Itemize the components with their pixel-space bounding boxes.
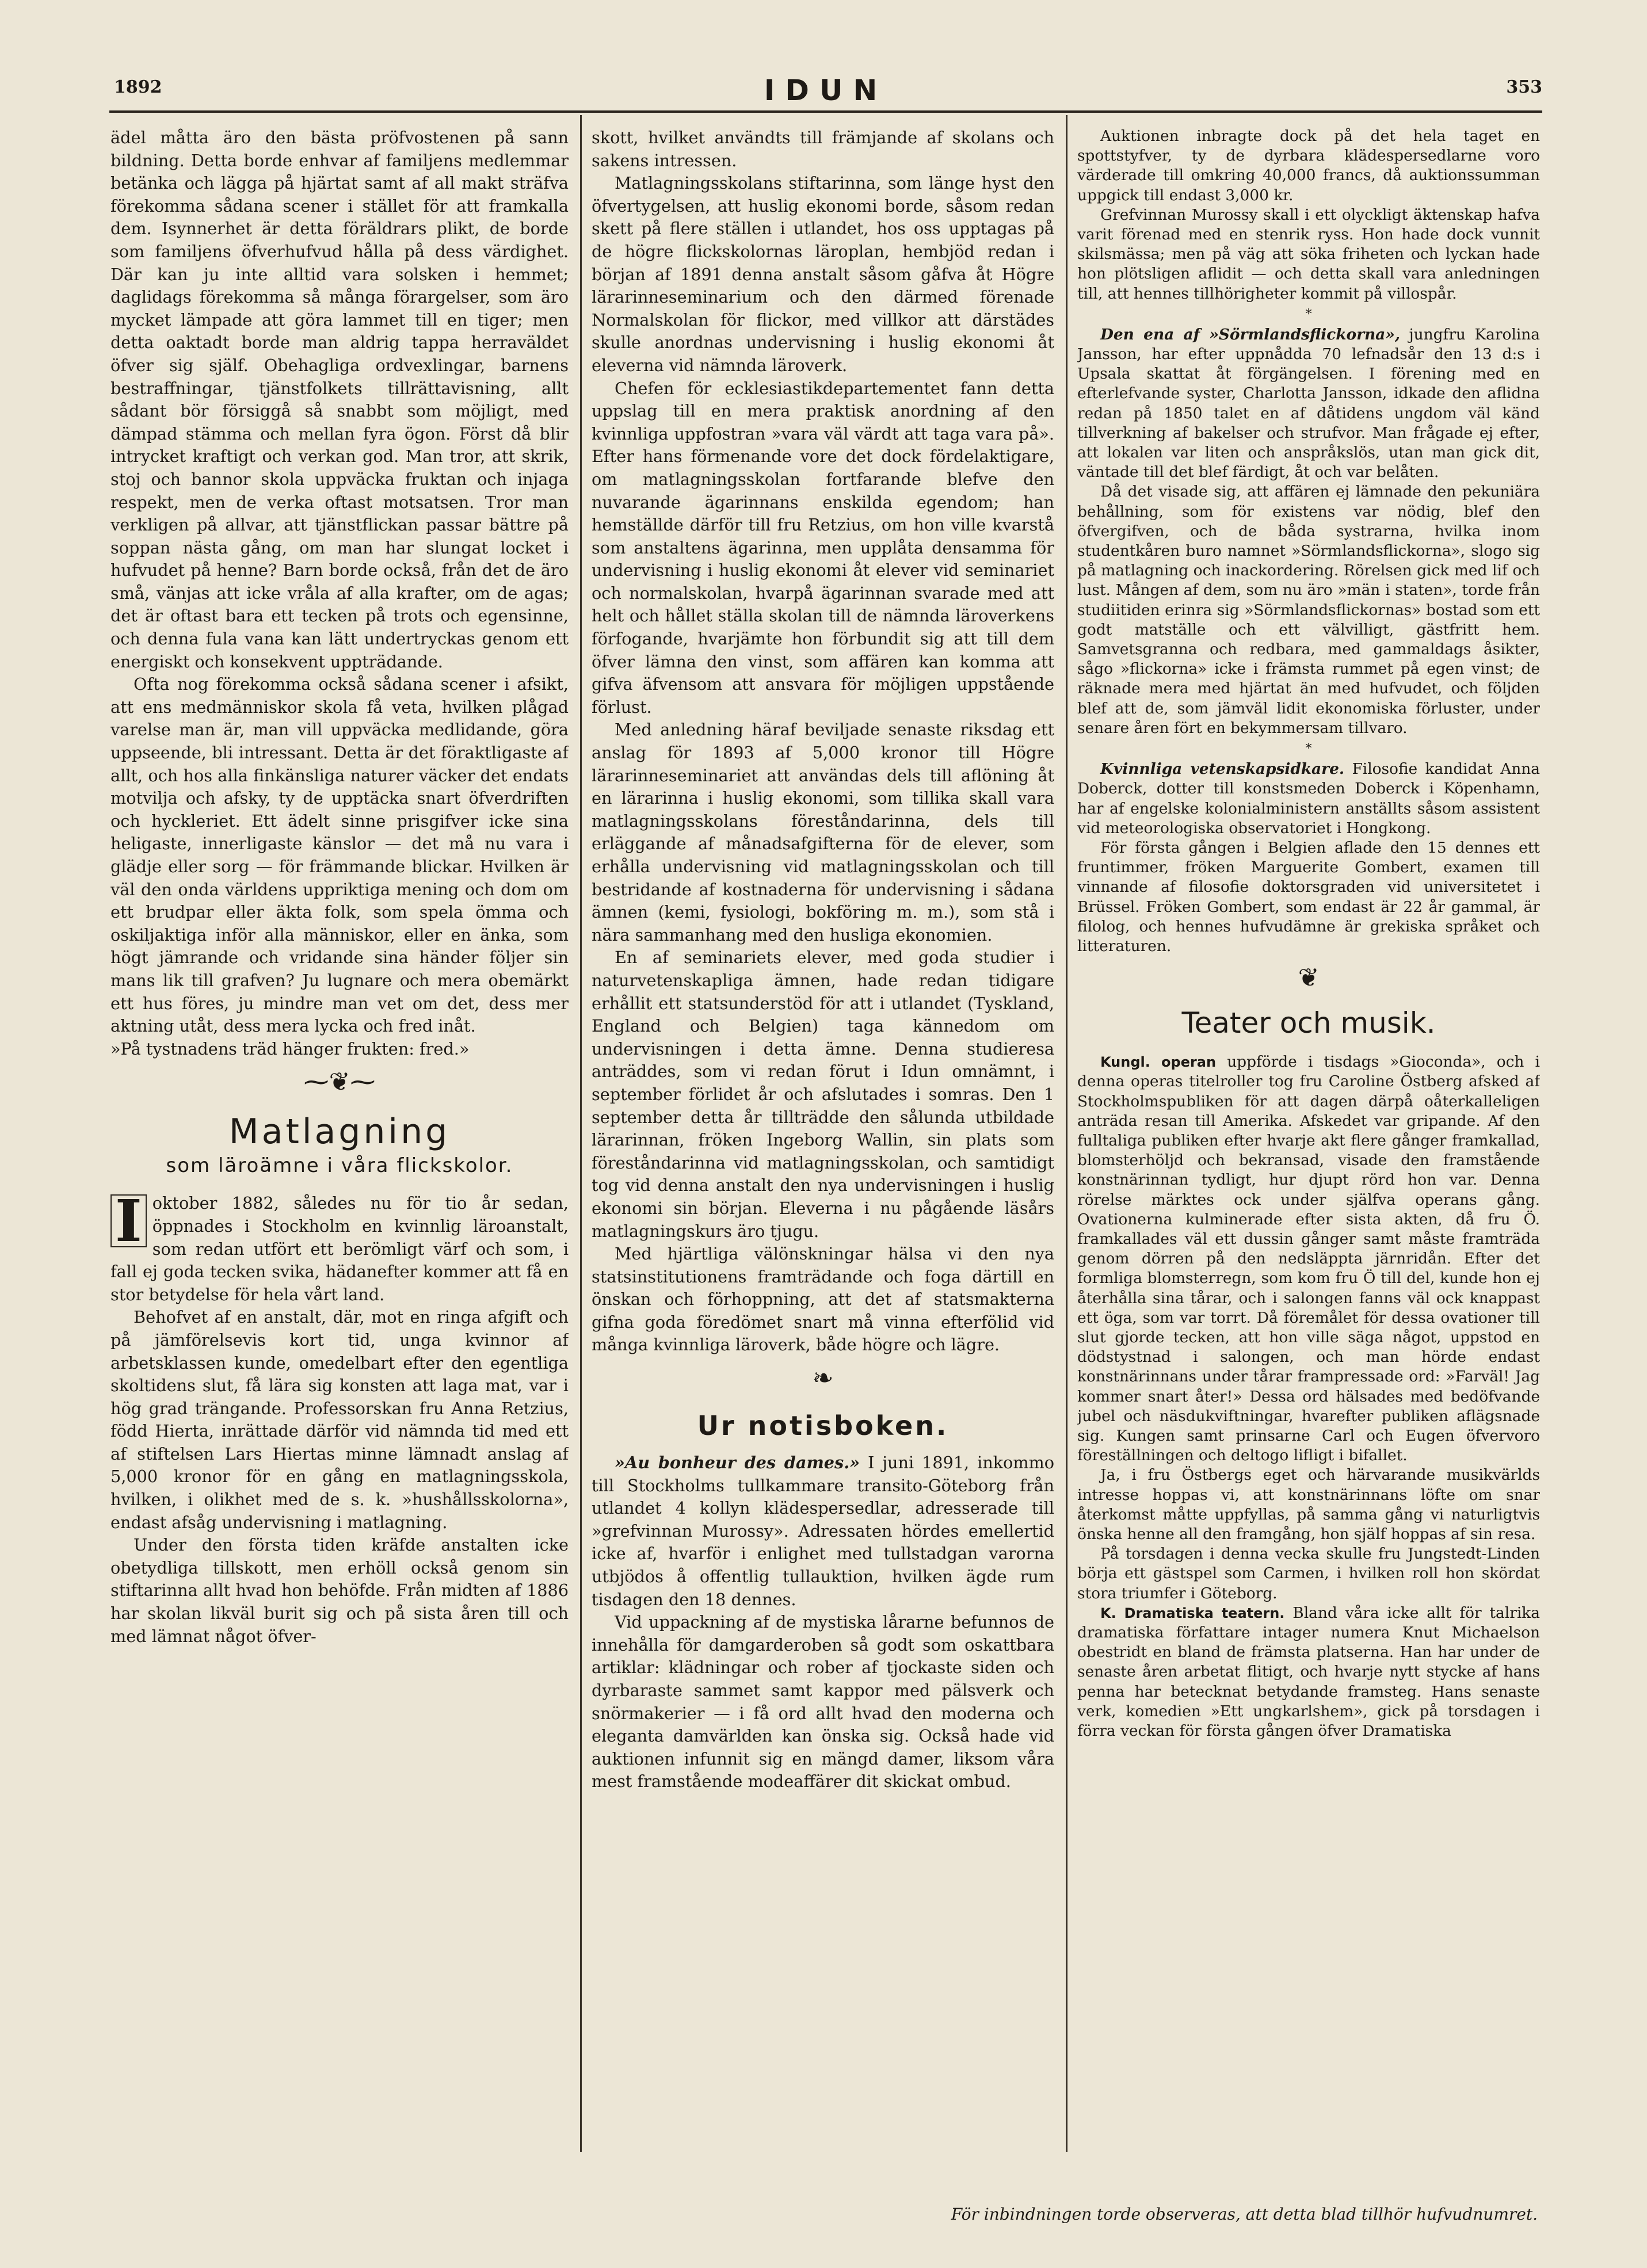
paragraph: Chefen för ecklesiastikdepartementet fann detta uppslag till en mera praktisk anordning af den kvinnliga uppfostran »vara väl värdt att taga vara på». Efter hans förmenande vore det dock fördelaktigare, om matlagningsskolan fortfarande blefve den nuvarande ägarinnans enskilda egendom; han hemställde därför till fru Retzius, om hon ville kvarstå som anstaltens ägarinna, men upplåta densamma för undervisning i huslig ekonomi åt elever vid seminariet och normalskolan, hvarpå ägarinnan svarade med att helt och hållet ställa skolan till de nämnda läroverkens förfogande, hvarjämte hon förbundit sig att till dem öfver lämna den vinst, som affären kan komma att gifva äfvensom att ansvara för möjligen uppstående förlust. (592, 378, 1054, 717)
paragraph: För första gången i Belgien aflade den 15 dennes ett fruntimmer, fröken Marguerite Gombert, examen till vinnande af filosofie doktorsgraden vid universitetet i Brüssel. Fröken Gombert, som endast är 22 år gammal, är filolog, och hennes hufvudämne är grekiska språket och litteraturen. (1077, 838, 1540, 955)
section-title: Teater och musik. (1181, 1006, 1436, 1040)
article-subtitle: som läroämne i våra flickskolor. (166, 1154, 513, 1178)
paragraph: K. Dramatiska teatern. Bland våra icke allt för talrika dramatiska författare intager numera Knut Michaelson obestridt en bland de främsta platserna. Han har under de senaste åren arbetat flitigt, och hvarje nytt stycke af hans penna har betecknat betydande framsteg. Hans senaste verk, komedien »Ett ungkarlshem», gick på torsdagen i förra veckan för första gången öfver Dramatiska (1077, 1603, 1540, 1740)
paragraph: Auktionen inbragte dock på det hela taget en spottstyfver, ty de dyrbara klädespersedlarne voro värderade till omkring 40,000 francs, då auktionssumman uppgick till endast 3,000 kr. (1077, 127, 1540, 204)
paragraph: Ja, i fru Östbergs eget och härvarande musikvärlds intresse hoppas vi, att konstnärinnans löfte om snar återkomst måtte uppfyllas, på samma gång vi naturligtvis önska henne all den framgång, hon själf hoppas af sin resa. (1077, 1466, 1540, 1543)
column-divider (1066, 115, 1068, 2152)
page-number: 353 (1506, 77, 1542, 97)
drop-cap: I (110, 1194, 147, 1247)
flourish-ornament-icon: ⁓❦⁓ (303, 1067, 376, 1097)
paragraph: Då det visade sig, att affären ej lämnade den pekuniära behållning, som för existens var nödig, blef den öfvergifven, och de båda systrarna, hvilka inom studentkåren buro namnet »Sörmlandsflickorna», slogo sig på matlagning och inackordering. Rörelsen gick med lif och lust. Mången af dem, som nu äro »män i staten», torde från studiitiden erinra sig »Sörmlandsflickornas» bostad som ett godt matställe och ett välvilligt, gästfritt hem. Samvetsgranna och redbara, med gammaldags åsikter, sågo »flickorna» icke i främsta rummet på egen vinst; de räknade mera med hjärtat än med hufvudet, och följden blef att de, som jämväl lidit ekonomiska förluster, under senare åren fört en bekymmersam tillvaro. (1077, 483, 1540, 737)
paragraph: På torsdagen i denna vecka skulle fru Jungstedt-Linden börja ett gästspel som Carmen, i hvilken roll hon skördat stora triumfer i Göteborg. (1077, 1545, 1540, 1602)
column-1 (110, 127, 569, 2152)
paragraph: Vid uppackning af de mystiska lårarne befunnos de innehålla för damgarderoben så godt som oskattbara artiklar: klädningar och rober af tjockaste siden och dyrbaraste sammet samt kappor med pälsverk och snörmakerier — i få ord allt hvad den moderna och eleganta damvärlden kan önska sig. Också hade vid auktionen infunnit sig en mängd damer, liksom våra mest framstående modeaffärer dit skickat ombud. (592, 1612, 1054, 1792)
paragraph: »Au bonheur des dames.» I juni 1891, inkommo till Stockholms tullkammare transito-Göteborg från utlandet 4 kollyn klädespersedlar, adresserade till »grefvinnan Murossy». Adressaten hördes emellertid icke af, hvarför i enlighet med tullstadgan varorna utbjödos å offentlig tullauktion, hvilken ägde rum tisdagen den 18 dennes. (592, 1453, 1054, 1609)
paragraph: Kungl. operan uppförde i tisdags »Gioconda», och i denna operas titelroller tog fru Caroline Östberg afsked af Stockholmspubliken för att dagen därpå oåterkalleligen anträda resan till Amerika. Afskedet var gripande. Af den fulltaliga publiken efter hvarje akt flere gånger framkallad, blomsterhöljd och bekransad, visade den framstående konstnärinnan tydligt, hur djupt rörd hon var. Denna rörelse märktes ock under själfva operans gång. Ovationerna kulminerade efter sista akten, då fru Ö. framkallades väl ett dussin gånger samt måste framträda genom dörren på den nedsläppta järnridån. Efter det formliga blomsterregn, som kom fru Ö till del, kunde hon ej återhålla sina tårar, och i salongen fanns väl ock knappast ett öga, som var torrt. Då föremålet för dessa ovationer till slut gjorde tecken, att hon ville säga något, uppstod en dödstystnad i salongen, och man hörde endast konstnärinnans under tårar frampressade ord: »Farväl! Jag kommer snart åter!» Dessa ord hälsades med bedöfvande jubel och näsdukviftningar, hvarefter publiken aflägsnade sig. Kungen samt prinsarne Carl och Eugen öfvervoro föreställningen och deltogo lifligt i bifallet. (1077, 1053, 1540, 1465)
quote: »På tystnadens träd hänger frukten: fred.» (110, 1038, 470, 1059)
paragraph: Behofvet af en anstalt, där, mot en ringa afgift och på jämförelsevis kort tid, unga kvinnor af arbetsklassen kunde, omedelbart efter den egentliga skoltidens slut, få lära sig konsten att laga mat, var i hög grad trängande. Professorskan fru Anna Retzius, född Hierta, inrättade därför vid nämnda tid med ett af stiftelsen Lars Hiertas minne lämnadt anslag af 5,000 kronor för en gång en matlagningsskola, hvilken, i olikhet med de s. k. »hushållsskolorna», endast afsåg undervisning i matlagning. (110, 1307, 569, 1532)
section-title: Ur notisboken. (697, 1410, 949, 1442)
column-3 (1077, 127, 1540, 2152)
paragraph: I oktober 1882, således nu för tio år sedan, öppnades i Stockholm en kvinnlig läroanstalt, som redan utfört ett berömligt värf och som, i fall ej goda tecken svika, hädanefter kommer att få en stor betydelse för hela vårt land. (110, 1187, 569, 1304)
page-header (109, 74, 1542, 108)
vignette-ornament-icon: ❧ (812, 1364, 834, 1393)
column-divider (580, 115, 582, 2152)
asterisk-divider-icon: * (1305, 307, 1312, 322)
masthead-title: IDUN (764, 74, 888, 107)
paragraph: Kvinnliga vetenskapsidkare. Filosofie kandidat Anna Doberck, dotter till konstsmeden Doberck i Köpenhamn, har af engelske kolonialministern anställts såsom assistent vid meteorologiska observatoriet i Hongkong. (1077, 760, 1540, 837)
article-title: Matlagning (228, 1112, 451, 1152)
header-rule (109, 110, 1542, 113)
paragraph: Under den första tiden kräfde anstalten icke obetydliga tillskott, men erhöll också genom sin stiftarinna allt hvad hon behöfde. Från midten af 1886 har skolan likväl burit sig och på sista åren till och med lämnat något öfver- (110, 1535, 569, 1646)
paragraph: En af seminariets elever, med goda studier i naturvetenskapliga ämnen, hade redan tidigare erhållit ett statsunderstöd för att i utlandet (Tyskland, England och Belgien) taga kännedom om undervisningen i detta ämne. Denna studieresa anträddes, som vi redan förut i Idun omnämnt, i september förlidet år och afslutades i somras. Den 1 september detta år tillträdde den sålunda utbildade lärarinnan, fröken Ingeborg Wallin, sin plats som föreståndarinna vid matlagningsskolan, och samtidigt tog vid denna anstalt den nya undervisningen i huslig ekonomi sin början. Eleverna i nu pågående läsårs matlagningskurs äro tjugu. (592, 948, 1054, 1241)
year-label: 1892 (114, 77, 162, 97)
paragraph: Grefvinnan Murossy skall i ett olyckligt äktenskap hafva varit förenad med en stenrik ryss. Hon hade dock vunnit skilsmässa; men på väg att söka friheten och lyckan hade hon plötsligen aflidit — och detta skall vara anledningen till, att hennes tillhörigheter kommit på villospår. (1077, 205, 1540, 303)
paragraph: skott, hvilket användts till främjande af skolans och sakens intressen. (592, 128, 1054, 170)
fleur-ornament-icon: ❦ (1298, 963, 1320, 993)
asterisk-divider-icon: * (1305, 742, 1312, 757)
paragraph: ädel måtta äro den bästa pröfvostenen på sann bildning. Detta borde enhvar af familjens medlemmar betänka och lägga på hjärtat samt af all makt sträfva förekomma sådana scener i stället för att framkalla dem. Isynnerhet är detta föräldrars plikt, de borde som familjens öfverhufvud hålla på dess värdighet. Där kan ju inte alltid vara solsken i hemmet; daglidags förekomma så många förargelser, som äro mycket lämpade att göra lammet till en tiger; men detta oaktadt borde man aldrig tappa herraväldet öfver sig själf. Obehagliga ordvexlingar, barnens bestraffningar, tjänstfolkets tillrättavisning, allt sådant bör försiggå så snabbt som möjligt, med dämpad stämma och mellan fyra ögon. Först då blir intrycket kraftigt och verkan god. Man tror, att skrik, stoj och bannor skola uppväcka fruktan och injaga respekt, men de verka oftast motsatsen. Tror man verkligen på allvar, att tjänstflickan passar bättre på soppan nästa gång, om man har slungat locket i hufvudet på henne? Barn borde också, från det de äro små, vänjas att icke vråla af alla krafter, om de agas; det är oftast bara ett tecken på trots och egensinne, och denna fula vana kan lätt undertryckas genom ett energiskt och konsekvent uppträdande. (110, 128, 569, 671)
paragraph: Ofta nog förekomma också sådana scener i afsikt, att ens medmänniskor skola få veta, hvilken plågad varelse man är, man vill uppväcka medlidande, göra uppseende, bli intressant. Detta är det föraktligaste af allt, och hos alla finkänsliga naturer väcker det endats motvilja och afsky, ty de upptäcka snart öfverdriften och hyckleriet. Ett ädelt sinne prisgifver icke sina heligaste, innerligaste känslor — det må nu vara i glädje eller sorg — för främmande blickar. Hvilken är väl den onda världens uppriktiga mening och dom om ett brudpar eller äkta folk, som spela ömma och oskiljaktiga inför alla människor, eller en änka, som högt jämrande och vridande sina händer följer sin mans lik till grafven? Ju lugnare och mera obemärkt ett hus föres, ju mindre man vet om det, dess mer aktning utåt, dess mera lycka och fred inåt. (110, 674, 569, 1036)
paragraph: Den ena af »Sörmlandsflickorna», jungfru Karolina Jansson, har efter uppnådda 70 lefnadsår den 13 d:s i Upsala skattat åt förgängelsen. I förening med en efterlefvande syster, Charlotta Jansson, idkade den aflidna redan på 1850 talet en af dåtidens ungdom väl känd tillverkning af bakelser och strufvor. Man frågade ej efter, att lokalen var liten och anspråkslös, utan man gick dit, väntade till det blef färdigt, åt och var belåten. (1077, 325, 1540, 482)
paragraph: Med anledning häraf beviljade senaste riksdag ett anslag för 1893 af 5,000 kronor till Högre lärarinneseminariet att användas dels till aflöning åt en lärarinna i huslig ekonomi, som tillika skall vara matlagningsskolans föreståndarinna, dels till erläggande af månadsafgifterna för de elever, som erhålla undervisning vid matlagningsskolan och till bestridande af kostnaderna för undervisning i sådana ämnen (kemi, fysiologi, bokföring m. m.), som stå i nära sammanhang med den husliga ekonomien. (592, 720, 1054, 945)
paragraph: Med hjärtliga välönskningar hälsa vi den nya statsinstitutionens framträdande och foga därtill en önskan och förhoppning, att det af statsmakterna gifna goda föredömet snart må vinna efterfölid vid många kvinnliga läroverk, både högre och lägre. (592, 1244, 1054, 1355)
column-2 (592, 127, 1054, 2152)
footer-note: För inbindningen torde observeras, att detta blad tillhör hufvudnumret. (951, 2205, 1538, 2224)
paragraph: Matlagningsskolans stiftarinna, som länge hyst den öfvertygelsen, att huslig ekonomi borde, såsom redan skett på flere ställen i utlandet, hos oss upptagas på de högre flickskolornas läroplan, hembjöd redan i början af 1891 denna anstalt såsom gåfva åt Högre lärarinneseminarium och den därmed förenade Normalskolan för flickor, med villkor att därstädes skulle anordnas undervisning i huslig ekonomi åt eleverna vid nämnda läroverk. (592, 173, 1054, 375)
